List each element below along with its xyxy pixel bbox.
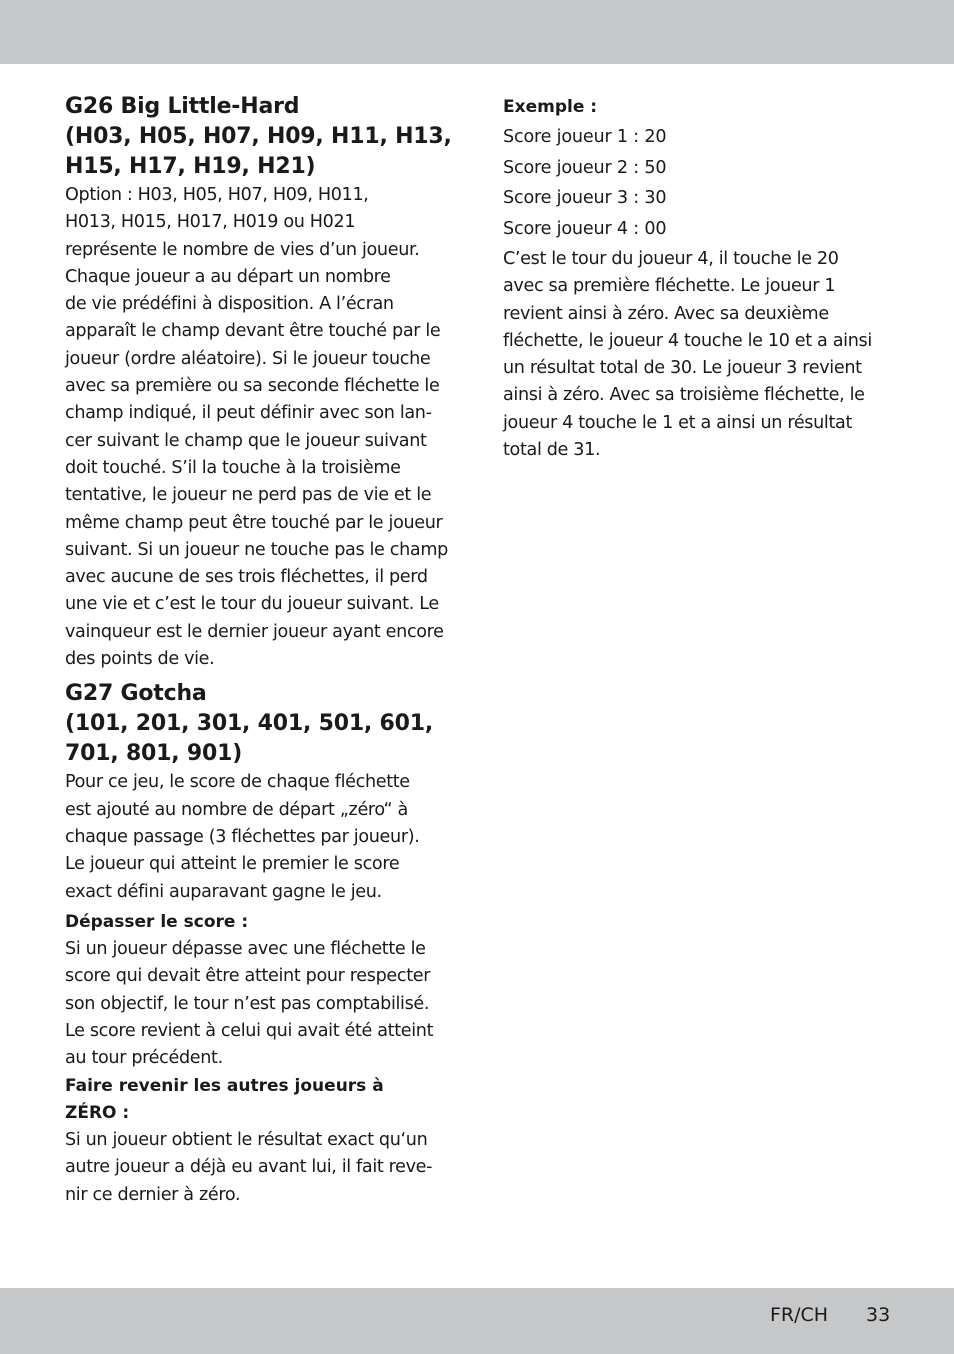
g26-body-line: suivant. Si un joueur ne touche pas le champ	[65, 539, 448, 560]
exemple-body-line: C’est le tour du joueur 4, il touche le 20	[503, 249, 839, 269]
exemple-heading: Exemple :	[503, 97, 598, 117]
g26-title-line: H15, H17, H19, H21)	[65, 154, 316, 179]
g27-title	[65, 679, 460, 769]
g26-body-line: avec aucune de ses trois fléchettes, il perd	[65, 567, 428, 588]
g26-body-line: même champ peut être touché par le joueur	[65, 512, 443, 533]
faire-body-line: nir ce dernier à zéro.	[65, 1184, 241, 1205]
g27-title-line: (101, 201, 301, 401, 501, 601,	[65, 711, 434, 737]
depasser-body	[65, 936, 460, 1072]
g26-body-line: Option : H03, H05, H07, H09, H011,	[65, 185, 369, 205]
g26-body	[65, 182, 460, 673]
faire-heading-line: Faire revenir les autres joueurs à	[65, 1075, 384, 1096]
g27-body	[65, 769, 460, 905]
exemple-body-line: total de 31.	[503, 440, 601, 461]
faire-body	[65, 1127, 460, 1209]
exemple-body	[503, 246, 893, 464]
g27-body-line: Le joueur qui atteint le premier le score	[65, 854, 400, 875]
g27-title-line: G27 Gotcha	[65, 681, 207, 707]
g26-body-line: une vie et c’est le tour du joueur suivant. Le	[65, 594, 439, 615]
faire-body-line: Si un joueur obtient le résultat exact qu‘un	[65, 1129, 428, 1150]
left-column	[65, 92, 460, 1209]
g26-body-line: joueur (ordre aléatoire). Si le joueur touche	[65, 348, 431, 369]
exemple-body-line: revient ainsi à zéro. Avec sa deuxième	[503, 303, 829, 324]
g27-title-line: 701, 801, 901)	[65, 741, 243, 767]
g26-title-line: G26 Big Little-Hard	[65, 94, 300, 119]
score-line: Score joueur 2 : 50	[503, 157, 667, 178]
g27-body-line: est ajouté au nombre de départ „zéro“ à	[65, 799, 408, 820]
depasser-body-line: son objectif, le tour n’est pas comptabilisé.	[65, 993, 430, 1014]
g26-body-line: doit touché. S’il la touche à la troisième	[65, 457, 401, 478]
depasser-heading: Dépasser le score :	[65, 911, 249, 932]
depasser-body-line: Le score revient à celui qui avait été atteint	[65, 1020, 434, 1041]
g27-body-line: chaque passage (3 fléchettes par joueur).	[65, 826, 420, 847]
g26-body-line: Chaque joueur a au départ un nombre	[65, 266, 391, 287]
exemple-body-line: avec sa première fléchette. Le joueur 1	[503, 276, 836, 297]
g27-body-line: Pour ce jeu, le score de chaque fléchette	[65, 772, 410, 793]
faire-heading-line: ZÉRO :	[65, 1102, 130, 1123]
g26-body-line: tentative, le joueur ne perd pas de vie et le	[65, 485, 432, 506]
depasser-body-line: Si un joueur dépasse avec une fléchette le	[65, 939, 426, 960]
exemple-body-line: ainsi à zéro. Avec sa troisième fléchette, le	[503, 385, 865, 406]
depasser-body-line: score qui devait être atteint pour respecter	[65, 966, 431, 987]
g26-body-line: H013, H015, H017, H019 ou H021	[65, 212, 356, 233]
g26-body-line: champ indiqué, il peut définir avec son lan-	[65, 403, 432, 424]
faire-heading	[65, 1073, 460, 1127]
exemple-body-line: un résultat total de 30. Le joueur 3 revient	[503, 358, 862, 379]
right-column	[503, 92, 893, 464]
depasser-body-line: au tour précédent.	[65, 1048, 223, 1069]
g26-body-line: de vie prédéfini à disposition. A l’écran	[65, 294, 394, 315]
faire-body-line: autre joueur a déjà eu avant lui, il fait reve-	[65, 1157, 433, 1178]
g26-body-line: des points de vie.	[65, 649, 215, 670]
g26-body-line: avec sa première ou sa seconde fléchette le	[65, 376, 440, 397]
g26-body-line: cer suivant le champ que le joueur suivant	[65, 430, 427, 451]
score-list	[503, 122, 893, 244]
g26-title	[65, 92, 460, 182]
g26-title-line: (H03, H05, H07, H09, H11, H13,	[65, 124, 452, 149]
score-line: Score joueur 3 : 30	[503, 188, 667, 208]
exemple-body-line: joueur 4 touche le 1 et a ainsi un résultat	[503, 412, 852, 433]
g26-body-line: vainqueur est le dernier joueur ayant encore	[65, 621, 444, 642]
footer-language: FR/CH	[770, 1304, 829, 1326]
g27-body-line: exact défini auparavant gagne le jeu.	[65, 881, 382, 902]
exemple-body-line: fléchette, le joueur 4 touche le 10 et a ainsi	[503, 330, 872, 351]
header-band	[0, 0, 954, 64]
page-number: 33	[866, 1304, 891, 1326]
score-line: Score joueur 1 : 20	[503, 127, 667, 147]
g26-body-line: représente le nombre de vies d’un joueur.	[65, 239, 420, 260]
g26-body-line: apparaît le champ devant être touché par le	[65, 321, 441, 342]
score-line: Score joueur 4 : 00	[503, 218, 667, 239]
